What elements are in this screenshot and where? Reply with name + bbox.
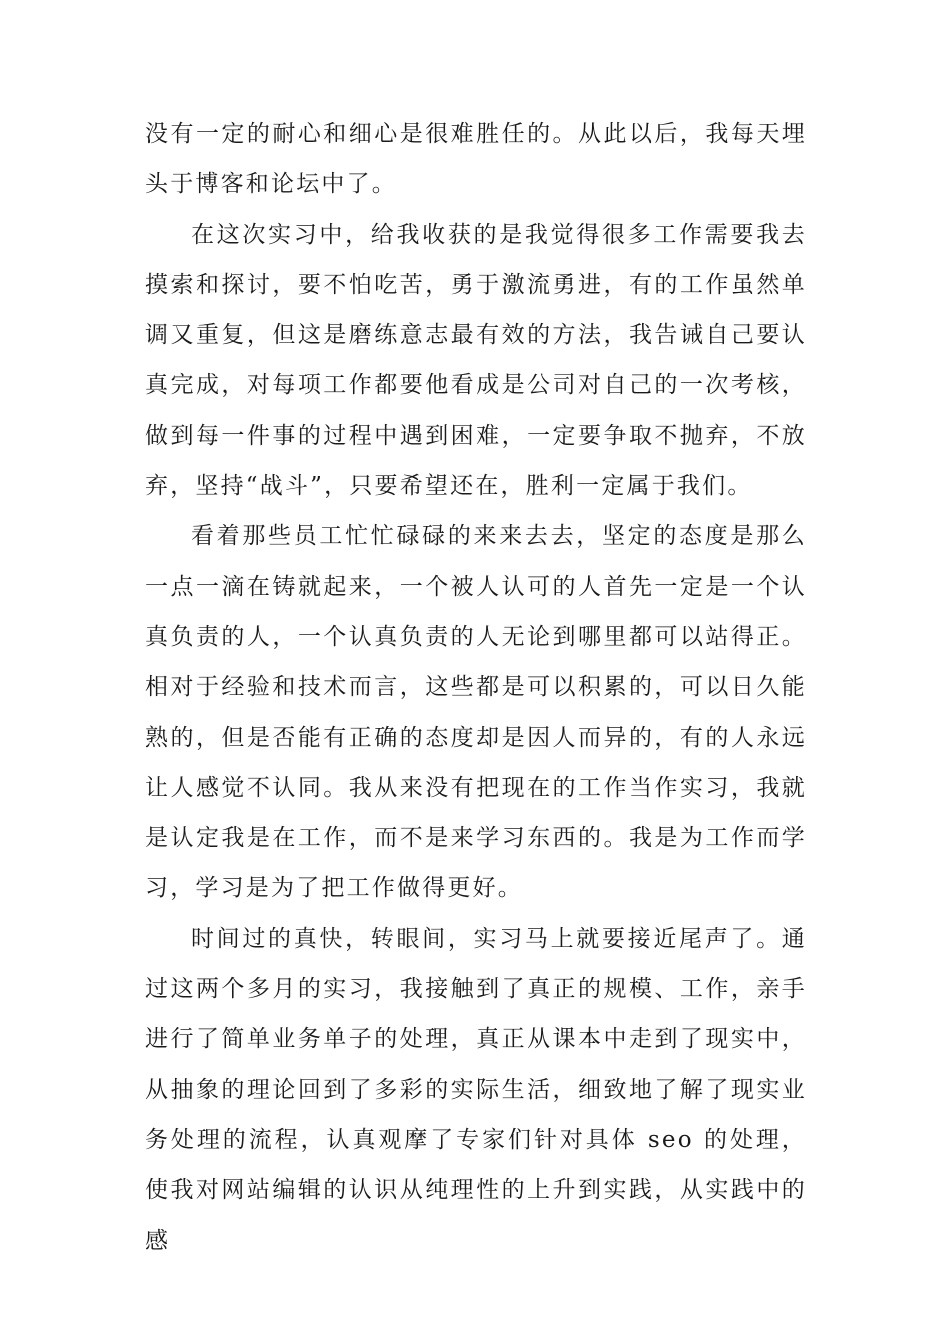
paragraph-3: 看着那些员工忙忙碌碌的来来去去，坚定的态度是那么一点一滴在铸就起来，一个被人认可的人首先一定是一个认真负责的人，一个认真负责的人无论到哪里都可以站得正。相对于经验和技术而言，这些都是可以积累的，可以日久能熟的，但是否能有正确的态度却是因人而异的，有的人永远让人感觉不认同。我从来没有把现在的工作当作实习，我就是认定我是在工作，而不是来学习东西的。我是为工作而学习，学习是为了把工作做得更好。 <box>145 523 807 902</box>
document-body <box>145 109 807 1266</box>
paragraph-2: 在这次实习中，给我收获的是我觉得很多工作需要我去摸索和探讨，要不怕吃苦，勇于激流勇进，有的工作虽然单调又重复，但这是磨练意志最有效的方法，我告诫自己要认真完成，对每项工作都要他看成是公司对自己的一次考核，做到每一件事的过程中遇到困难，一定要争取不抛弃，不放弃，坚持“战斗”，只要希望还在，胜利一定属于我们。 <box>145 221 807 500</box>
paragraph-4: 时间过的真快，转眼间，实习马上就要接近尾声了。通过这两个多月的实习，我接触到了真正的规模、工作，亲手进行了简单业务单子的处理，真正从课本中走到了现实中，从抽象的理论回到了多彩的实际生活，细致地了解了现实业务处理的流程，认真观摩了专家们针对具体 seo 的处理，使我对网站编辑的认识从纯理性的上升到实践，从实践中的感 <box>145 925 807 1254</box>
paragraph-1: 没有一定的耐心和细心是很难胜任的。从此以后，我每天埋头于博客和论坛中了。 <box>145 121 807 198</box>
